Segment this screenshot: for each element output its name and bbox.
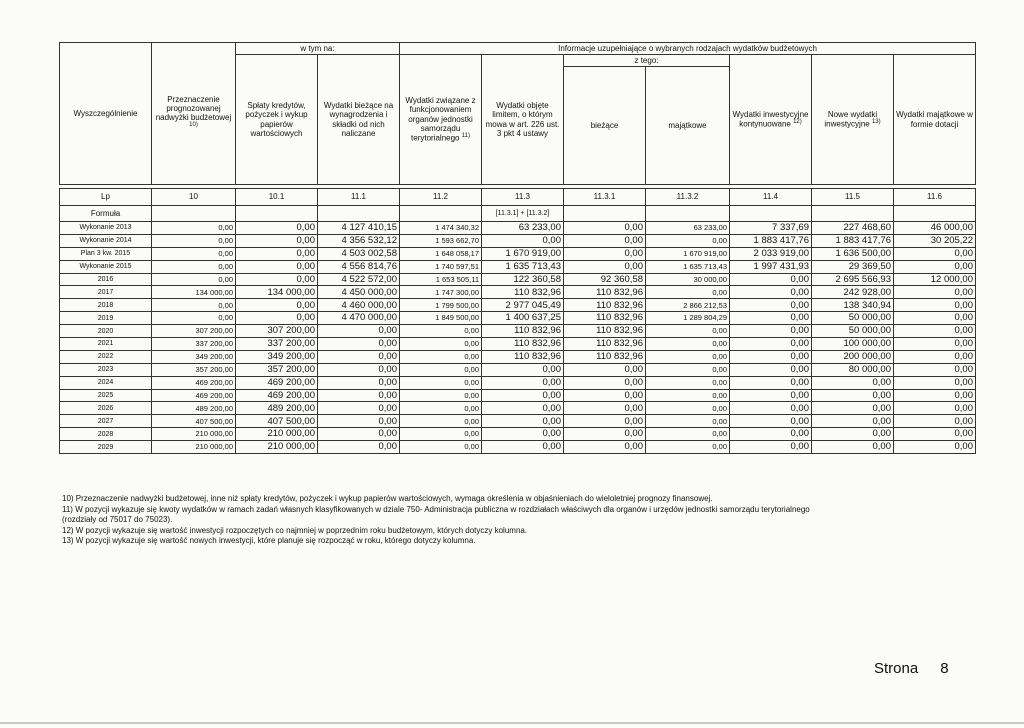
table-cell: 0,00	[152, 312, 236, 325]
table-cell: 1 883 417,76	[812, 234, 894, 247]
table-cell: 0,00	[400, 428, 482, 441]
table-cell: 0,00	[564, 402, 646, 415]
table-cell: 0,00	[400, 389, 482, 402]
page-number	[874, 660, 971, 677]
table-cell: 0,00	[730, 376, 812, 389]
formula-value: [11.3.1] + [11.3.2]	[482, 206, 564, 222]
table-cell: 0,00	[894, 247, 976, 260]
table-row	[60, 222, 976, 235]
table-cell: 1 849 500,00	[400, 312, 482, 325]
col-header-kontynuowane-label: Wydatki inwestycyjne kontynuowane	[732, 109, 809, 129]
table-cell: 0,00	[730, 338, 812, 351]
table-cell: 4 460 000,00	[318, 299, 400, 312]
table-cell: 0,00	[646, 286, 730, 299]
table-cell: 0,00	[646, 350, 730, 363]
table-cell: 110 832,96	[482, 325, 564, 338]
table-cell: 4 503 002,58	[318, 247, 400, 260]
w-tym-na-header: w tym na:	[236, 43, 400, 55]
table-cell: 1 747 300,00	[400, 286, 482, 299]
table-cell: 0,00	[482, 389, 564, 402]
table-cell: 0,00	[400, 325, 482, 338]
table-cell: 1 799 500,00	[400, 299, 482, 312]
table-cell: 0,00	[564, 234, 646, 247]
table-cell: 0,00	[400, 338, 482, 351]
col-header-nowe-label: Nowe wydatki inwestycyjne	[824, 109, 878, 129]
row-label: 2018	[60, 299, 152, 312]
table-cell: 1 635 713,43	[482, 260, 564, 273]
table-cell: 1 635 713,43	[646, 260, 730, 273]
table-cell: 0,00	[894, 312, 976, 325]
table-cell: 1 670 919,00	[646, 247, 730, 260]
row-label: 2016	[60, 273, 152, 286]
table-cell: 0,00	[318, 415, 400, 428]
table-cell: 0,00	[894, 376, 976, 389]
col-header-wynagrodzenia: Wydatki bieżące na wynagrodzenia i składki od nich naliczane	[318, 55, 400, 185]
lp-cell: 11.4	[730, 189, 812, 206]
table-row	[60, 325, 976, 338]
table-cell: 0,00	[730, 402, 812, 415]
table-cell: 242 928,00	[812, 286, 894, 299]
table-cell: 0,00	[564, 363, 646, 376]
table-cell: 12 000,00	[894, 273, 976, 286]
table-cell: 337 200,00	[236, 338, 318, 351]
table-cell: 30 000,00	[646, 273, 730, 286]
table-row	[60, 299, 976, 312]
table-cell: 80 000,00	[812, 363, 894, 376]
table-cell: 0,00	[646, 363, 730, 376]
table-cell: 357 200,00	[152, 363, 236, 376]
lp-cell: 11.6	[894, 189, 976, 206]
table-row	[60, 428, 976, 441]
table-cell: 1 740 597,51	[400, 260, 482, 273]
table-cell: 0,00	[236, 260, 318, 273]
table-cell: 0,00	[400, 363, 482, 376]
table-cell: 0,00	[236, 299, 318, 312]
table-cell: 0,00	[730, 312, 812, 325]
col-header-przeznaczenie-label: Przeznaczenie prognozowanej nadwyżki budżetowej	[155, 94, 232, 123]
table-cell: 210 000,00	[236, 428, 318, 441]
table-cell: 30 205,22	[894, 234, 976, 247]
row-label: 2029	[60, 441, 152, 454]
scan-edge	[0, 722, 1024, 724]
lp-row	[60, 189, 976, 206]
table-cell: 0,00	[236, 222, 318, 235]
table-cell: 357 200,00	[236, 363, 318, 376]
table-cell: 0,00	[894, 415, 976, 428]
table-cell: 0,00	[894, 428, 976, 441]
page-value: 8	[940, 660, 949, 677]
table-cell: 0,00	[152, 222, 236, 235]
table-cell: 0,00	[564, 222, 646, 235]
table-cell: 0,00	[564, 389, 646, 402]
table-cell: 0,00	[894, 286, 976, 299]
table-cell: 110 832,96	[482, 350, 564, 363]
table-cell: 0,00	[730, 389, 812, 402]
row-label: 2022	[60, 350, 152, 363]
table-cell: 0,00	[894, 441, 976, 454]
table-row	[60, 234, 976, 247]
lp-cell: 11.1	[318, 189, 400, 206]
footnote-ref-12: 12)	[793, 119, 802, 126]
col-header-wyszczegolnienie: Wyszczególnienie	[60, 43, 152, 185]
table-cell: 134 000,00	[236, 286, 318, 299]
row-label: Wykonanie 2014	[60, 234, 152, 247]
table-cell: 407 500,00	[152, 415, 236, 428]
table-cell: 0,00	[894, 338, 976, 351]
table-cell: 210 000,00	[236, 441, 318, 454]
row-label: 2026	[60, 402, 152, 415]
table-cell: 0,00	[730, 325, 812, 338]
table-cell: 1 883 417,76	[730, 234, 812, 247]
row-label: 2017	[60, 286, 152, 299]
lp-cell: 11.3	[482, 189, 564, 206]
table-cell: 0,00	[646, 389, 730, 402]
col-header-majatkowe: majątkowe	[646, 67, 730, 185]
table-row	[60, 376, 976, 389]
table-cell: 0,00	[894, 260, 976, 273]
table-cell: 4 470 000,00	[318, 312, 400, 325]
formula-row	[60, 206, 976, 222]
table-cell: 0,00	[812, 441, 894, 454]
table-cell: 0,00	[482, 415, 564, 428]
table-cell: 0,00	[400, 376, 482, 389]
table-cell: 4 556 814,76	[318, 260, 400, 273]
table-cell: 4 127 410,15	[318, 222, 400, 235]
footnote-10: 10) Przeznaczenie nadwyżki budżetowej, inne niż spłaty kredytów, pożyczek i wykup papierów wartościowych, wymaga określenia w objaśnieniach do wieloletniej prognozy finansowej.	[62, 494, 713, 503]
table-cell: 307 200,00	[236, 325, 318, 338]
table-row	[60, 273, 976, 286]
table-cell: 0,00	[646, 234, 730, 247]
page-label: Strona	[874, 660, 919, 677]
table-cell: 0,00	[812, 389, 894, 402]
table-cell: 469 200,00	[236, 389, 318, 402]
table-cell: 1 648 058,17	[400, 247, 482, 260]
table-row	[60, 312, 976, 325]
table-cell: 469 200,00	[236, 376, 318, 389]
row-label: 2027	[60, 415, 152, 428]
table-cell: 0,00	[482, 428, 564, 441]
table-cell: 1 653 505,11	[400, 273, 482, 286]
table-cell: 1 474 340,32	[400, 222, 482, 235]
table-cell: 0,00	[730, 286, 812, 299]
table-row	[60, 415, 976, 428]
row-label: 2024	[60, 376, 152, 389]
table-cell: 0,00	[318, 338, 400, 351]
lp-cell: Lp	[60, 189, 152, 206]
row-label: Wykonanie 2013	[60, 222, 152, 235]
table-cell: 2 977 045,49	[482, 299, 564, 312]
table-cell: 0,00	[564, 415, 646, 428]
table-cell: 1 997 431,93	[730, 260, 812, 273]
info-header: Informacje uzupełniające o wybranych rodzajach wydatków budżetowych	[400, 43, 976, 55]
table-cell: 0,00	[646, 325, 730, 338]
lp-cell: 10.1	[236, 189, 318, 206]
col-header-dotacje: Wydatki majątkowe w formie dotacji	[894, 55, 976, 185]
table-cell: 63 233,00	[482, 222, 564, 235]
table-cell: 0,00	[318, 363, 400, 376]
table-cell: 0,00	[152, 234, 236, 247]
table-cell: 0,00	[400, 402, 482, 415]
row-label: 2019	[60, 312, 152, 325]
table-cell: 0,00	[812, 376, 894, 389]
table-cell: 0,00	[894, 350, 976, 363]
table-cell: 307 200,00	[152, 325, 236, 338]
table-cell: 0,00	[646, 338, 730, 351]
table-cell: 0,00	[152, 273, 236, 286]
table-cell: 29 369,50	[812, 260, 894, 273]
table-cell: 0,00	[564, 441, 646, 454]
table-cell: 110 832,96	[564, 299, 646, 312]
table-cell: 110 832,96	[564, 338, 646, 351]
row-label: Plan 3 kw. 2015	[60, 247, 152, 260]
table-cell: 0,00	[894, 325, 976, 338]
table-cell: 110 832,96	[564, 312, 646, 325]
table-cell: 489 200,00	[152, 402, 236, 415]
budget-table	[59, 42, 976, 454]
table-cell: 0,00	[236, 234, 318, 247]
table-cell: 0,00	[646, 402, 730, 415]
table-cell: 0,00	[400, 350, 482, 363]
table-cell: 200 000,00	[812, 350, 894, 363]
footnote-ref-11: 11)	[461, 132, 470, 139]
table-cell: 0,00	[236, 312, 318, 325]
footnotes	[62, 494, 892, 547]
row-label: 2025	[60, 389, 152, 402]
table-cell: 0,00	[482, 402, 564, 415]
table-cell: 210 000,00	[152, 428, 236, 441]
table-cell: 0,00	[400, 415, 482, 428]
table-cell: 46 000,00	[894, 222, 976, 235]
table-cell: 0,00	[152, 260, 236, 273]
table-cell: 0,00	[894, 402, 976, 415]
table-cell: 0,00	[482, 441, 564, 454]
table-cell: 7 337,69	[730, 222, 812, 235]
table-cell: 0,00	[894, 389, 976, 402]
table-cell: 50 000,00	[812, 325, 894, 338]
table-cell: 134 000,00	[152, 286, 236, 299]
z-tego-header: z tego:	[564, 55, 730, 67]
lp-cell: 11.3.1	[564, 189, 646, 206]
table-cell: 0,00	[646, 441, 730, 454]
table-cell: 4 356 532,12	[318, 234, 400, 247]
table-row	[60, 363, 976, 376]
table-cell: 100 000,00	[812, 338, 894, 351]
table-cell: 0,00	[646, 428, 730, 441]
row-label: Wykonanie 2015	[60, 260, 152, 273]
table-cell: 63 233,00	[646, 222, 730, 235]
table-row	[60, 260, 976, 273]
table-cell: 4 450 000,00	[318, 286, 400, 299]
table-cell: 0,00	[318, 325, 400, 338]
table-cell: 1 289 804,29	[646, 312, 730, 325]
table-cell: 0,00	[730, 299, 812, 312]
table-cell: 4 522 572,00	[318, 273, 400, 286]
table-cell: 0,00	[730, 428, 812, 441]
table-cell: 0,00	[564, 376, 646, 389]
table-row	[60, 350, 976, 363]
table-cell: 0,00	[482, 376, 564, 389]
table-cell: 1 636 500,00	[812, 247, 894, 260]
table-cell: 407 500,00	[236, 415, 318, 428]
col-header-limit: Wydatki objęte limitem, o którym mowa w art. 226 ust. 3 pkt 4 ustawy	[482, 55, 564, 185]
table-cell: 138 340,94	[812, 299, 894, 312]
table-cell: 0,00	[730, 441, 812, 454]
footnote-ref-13: 13)	[871, 119, 881, 126]
table-cell: 0,00	[400, 441, 482, 454]
table-cell: 337 200,00	[152, 338, 236, 351]
table-cell: 1 670 919,00	[482, 247, 564, 260]
table-cell: 1 400 637,25	[482, 312, 564, 325]
table-cell: 0,00	[236, 247, 318, 260]
lp-cell: 11.5	[812, 189, 894, 206]
table-cell: 227 468,60	[812, 222, 894, 235]
table-cell: 0,00	[318, 428, 400, 441]
lp-cell: 11.3.2	[646, 189, 730, 206]
col-header-organy	[400, 55, 482, 185]
table-cell: 0,00	[812, 415, 894, 428]
table-row	[60, 389, 976, 402]
row-label: 2028	[60, 428, 152, 441]
table-cell: 0,00	[318, 376, 400, 389]
table-cell: 110 832,96	[482, 286, 564, 299]
table-cell: 210 000,00	[152, 441, 236, 454]
formula-label: Formuła	[60, 206, 152, 222]
table-cell: 2 695 566,93	[812, 273, 894, 286]
col-header-organy-label: Wydatki związane z funkcjonowaniem organów jednostki samorządu terytorialnego	[405, 96, 476, 143]
row-label: 2021	[60, 338, 152, 351]
table-cell: 0,00	[152, 247, 236, 260]
table-row	[60, 247, 976, 260]
table-cell: 489 200,00	[236, 402, 318, 415]
table-cell: 50 000,00	[812, 312, 894, 325]
table-cell: 469 200,00	[152, 376, 236, 389]
footnote-13: 13) W pozycji wykazuje się wartość nowych inwestycji, które planuje się rozpocząć w roku, którego dotyczy kolumna.	[62, 536, 476, 546]
table-cell: 0,00	[812, 428, 894, 441]
table-cell: 349 200,00	[152, 350, 236, 363]
table-cell: 0,00	[646, 376, 730, 389]
table-cell: 122 360,58	[482, 273, 564, 286]
table-row	[60, 402, 976, 415]
table-cell: 110 832,96	[482, 338, 564, 351]
table-cell: 0,00	[730, 350, 812, 363]
col-header-nowe	[812, 55, 894, 185]
table-cell: 1 593 662,70	[400, 234, 482, 247]
table-cell: 0,00	[318, 350, 400, 363]
footnote-ref-10: 10)	[189, 122, 198, 129]
table-cell: 0,00	[482, 234, 564, 247]
table-cell: 0,00	[730, 415, 812, 428]
footnote-11-cont: (rozdziały od 75017 do 75023).	[62, 515, 173, 525]
table-cell: 2 866 212,53	[646, 299, 730, 312]
table-cell: 0,00	[236, 273, 318, 286]
table-cell: 469 200,00	[152, 389, 236, 402]
table-cell: 92 360,58	[564, 273, 646, 286]
table-cell: 349 200,00	[236, 350, 318, 363]
table-cell: 0,00	[894, 299, 976, 312]
lp-cell: 11.2	[400, 189, 482, 206]
col-header-biezace: bieżące	[564, 67, 646, 185]
table-cell: 0,00	[564, 247, 646, 260]
table-cell: 0,00	[152, 299, 236, 312]
table-cell: 0,00	[564, 428, 646, 441]
lp-cell: 10	[152, 189, 236, 206]
table-cell: 2 033 919,00	[730, 247, 812, 260]
col-header-splaty: Spłaty kredytów, pożyczek i wykup papierów wartościowych	[236, 55, 318, 185]
table-cell: 0,00	[482, 363, 564, 376]
table-cell: 0,00	[894, 363, 976, 376]
table-cell: 110 832,96	[564, 325, 646, 338]
table-cell: 110 832,96	[564, 350, 646, 363]
table-row	[60, 286, 976, 299]
col-header-przeznaczenie	[152, 43, 236, 185]
row-label: 2023	[60, 363, 152, 376]
table-cell: 0,00	[318, 389, 400, 402]
row-label: 2020	[60, 325, 152, 338]
table-cell: 0,00	[318, 402, 400, 415]
table-cell: 0,00	[318, 441, 400, 454]
table-cell: 0,00	[646, 415, 730, 428]
footnote-11: 11) W pozycji wykazuje się kwoty wydatków w ramach zadań własnych klasyfikowanych w dziale 750- Administracja publiczna w rozdziałach właściwych dla organów i urzędów jednostki samorządu terytorialnego	[62, 504, 810, 514]
table-cell: 0,00	[812, 402, 894, 415]
footnote-12: 12) W pozycji wykazuje się wartość inwestycji rozpoczętych co najmniej w poprzednim roku budżetowym, których dotyczy kolumna.	[62, 525, 528, 535]
table-row	[60, 441, 976, 454]
table-row	[60, 338, 976, 351]
col-header-kontynuowane	[730, 55, 812, 185]
table-cell: 0,00	[730, 273, 812, 286]
table-cell: 0,00	[564, 260, 646, 273]
table-cell: 0,00	[730, 363, 812, 376]
table-cell: 110 832,96	[564, 286, 646, 299]
